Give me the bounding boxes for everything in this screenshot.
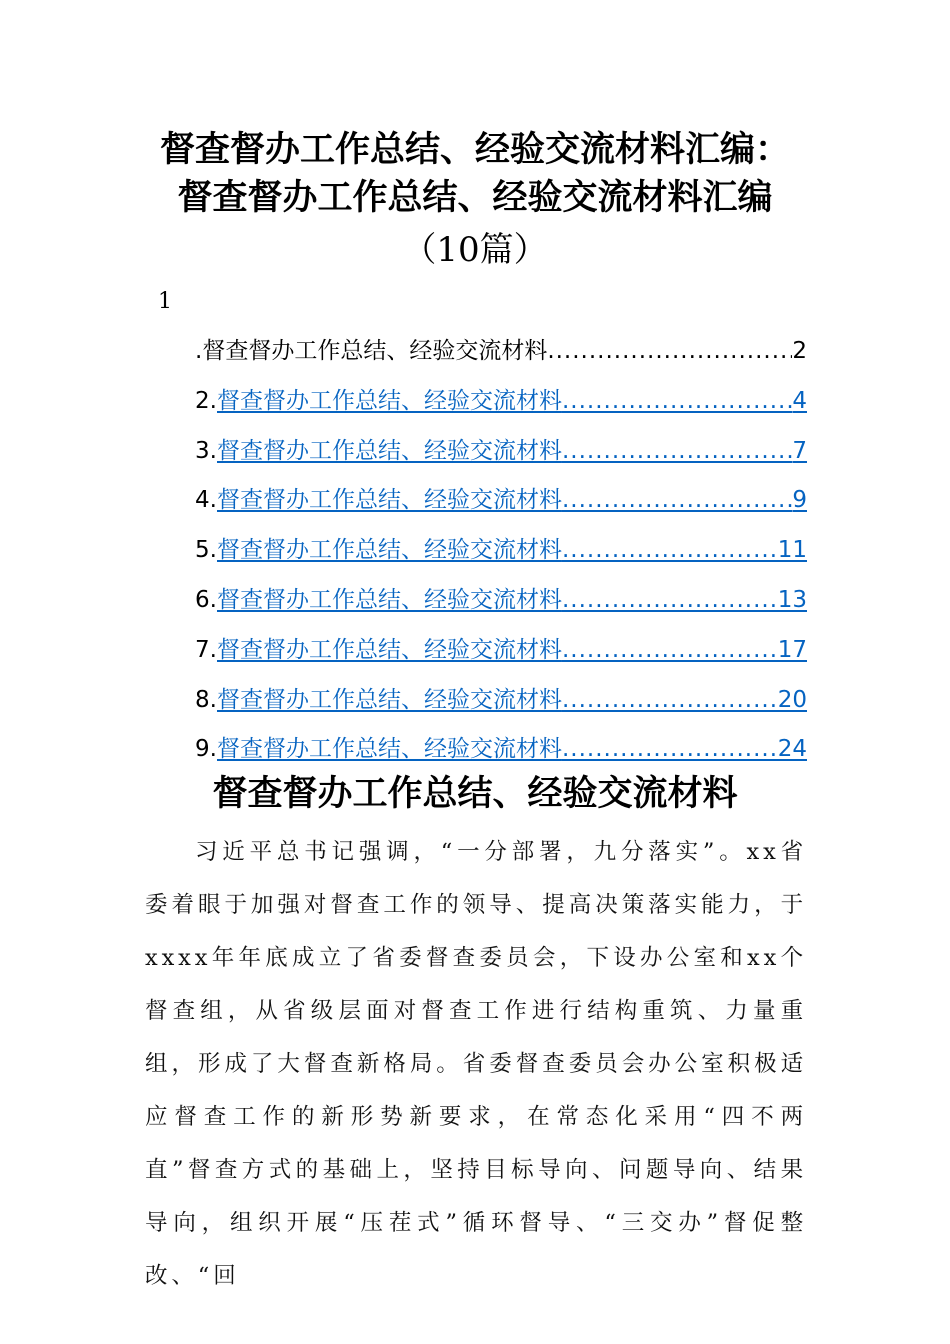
toc-dot-leader	[562, 380, 792, 422]
document-title-line-2: 督查督办工作总结、经验交流材料汇编	[177, 177, 773, 218]
toc-entry-page: 13	[777, 586, 807, 613]
toc-entry-number: 5.	[195, 537, 217, 564]
toc-entry-number: 9.	[195, 736, 217, 763]
toc-entry-title: 督查督办工作总结、经验交流材料	[216, 537, 562, 564]
toc-entry-link[interactable]	[217, 728, 807, 770]
toc-dot-leader	[562, 430, 792, 472]
toc-entry-page: 20	[777, 686, 807, 713]
toc-dot-leader	[547, 330, 792, 372]
toc-entry-page: 9	[792, 487, 807, 514]
toc-entry-title: 督查督办工作总结、经验交流材料	[216, 586, 562, 613]
toc-entry-number: 4.	[195, 487, 217, 514]
table-of-contents	[195, 330, 807, 778]
toc-entry	[195, 479, 807, 529]
document-title-line-3: （10篇）	[402, 230, 548, 270]
toc-entry-number: 2.	[195, 387, 217, 414]
toc-dot-leader	[562, 679, 778, 721]
toc-entry-number: 3.	[195, 437, 217, 464]
toc-entry	[195, 330, 807, 380]
toc-entry-title: 督查督办工作总结、经验交流材料	[216, 437, 562, 464]
toc-entry-page: 7	[792, 437, 807, 464]
toc-entry-link[interactable]	[217, 529, 807, 571]
toc-dot-leader	[562, 629, 778, 671]
toc-entry-link[interactable]	[217, 479, 807, 521]
toc-entry	[195, 529, 807, 579]
toc-entry-title: 督查督办工作总结、经验交流材料	[216, 736, 562, 763]
body-paragraph: 习近平总书记强调，“一分部署，九分落实”。xx省委着眼于加强对督查工作的领导、提高决策落实能力，于xxxx年年底成立了省委督查委员会，下设办公室和xx个督查组，从省级层面对督查工作进行结构重筑、力量重组，形成了大督查新格局。省委督查委员会办公室积极适应督查工作的新形势新要求，在常态化采用“四不两直”督查方式的基础上，坚持目标导向、问题导向、结果导向，组织开展“压茬式”循环督导、“三交办”督促整改、“回	[145, 839, 807, 1289]
toc-dot-leader	[562, 579, 778, 621]
toc-entry-number: 7.	[195, 636, 217, 663]
toc-entry	[195, 380, 807, 430]
toc-dot-leader	[562, 529, 778, 571]
document-title-line-1: 督查督办工作总结、经验交流材料汇编：	[159, 129, 790, 170]
toc-entry-number: .	[195, 338, 203, 364]
toc-entry	[195, 579, 807, 629]
toc-entry	[195, 629, 807, 679]
toc-entry-page: 11	[777, 537, 807, 564]
toc-entry	[195, 430, 807, 480]
toc-entry-number: 8.	[195, 686, 217, 713]
toc-entry	[195, 679, 807, 729]
toc-entry-link[interactable]	[217, 380, 807, 422]
toc-entry-link	[202, 330, 807, 372]
toc-entry-title: 督查督办工作总结、经验交流材料	[216, 487, 562, 514]
section-title: 督查督办工作总结、经验交流材料	[212, 773, 738, 814]
toc-entry-page: 24	[777, 736, 807, 763]
toc-dot-leader	[562, 479, 792, 521]
toc-entry-title: 督查督办工作总结、经验交流材料	[216, 387, 562, 414]
toc-first-number: 1	[158, 289, 172, 314]
toc-entry-link[interactable]	[217, 679, 807, 721]
toc-entry-link[interactable]	[217, 629, 807, 671]
toc-entry-page: 2	[792, 338, 807, 364]
toc-entry-title: 督查督办工作总结、经验交流材料	[202, 338, 548, 364]
toc-entry-link[interactable]	[217, 430, 807, 472]
toc-entry-page: 4	[792, 387, 807, 414]
toc-entry-title: 督查督办工作总结、经验交流材料	[216, 686, 562, 713]
toc-entry-title: 督查督办工作总结、经验交流材料	[216, 636, 562, 663]
toc-entry-number: 6.	[195, 586, 217, 613]
toc-dot-leader	[562, 728, 778, 770]
toc-entry-page: 17	[777, 636, 807, 663]
toc-entry-link[interactable]	[217, 579, 807, 621]
